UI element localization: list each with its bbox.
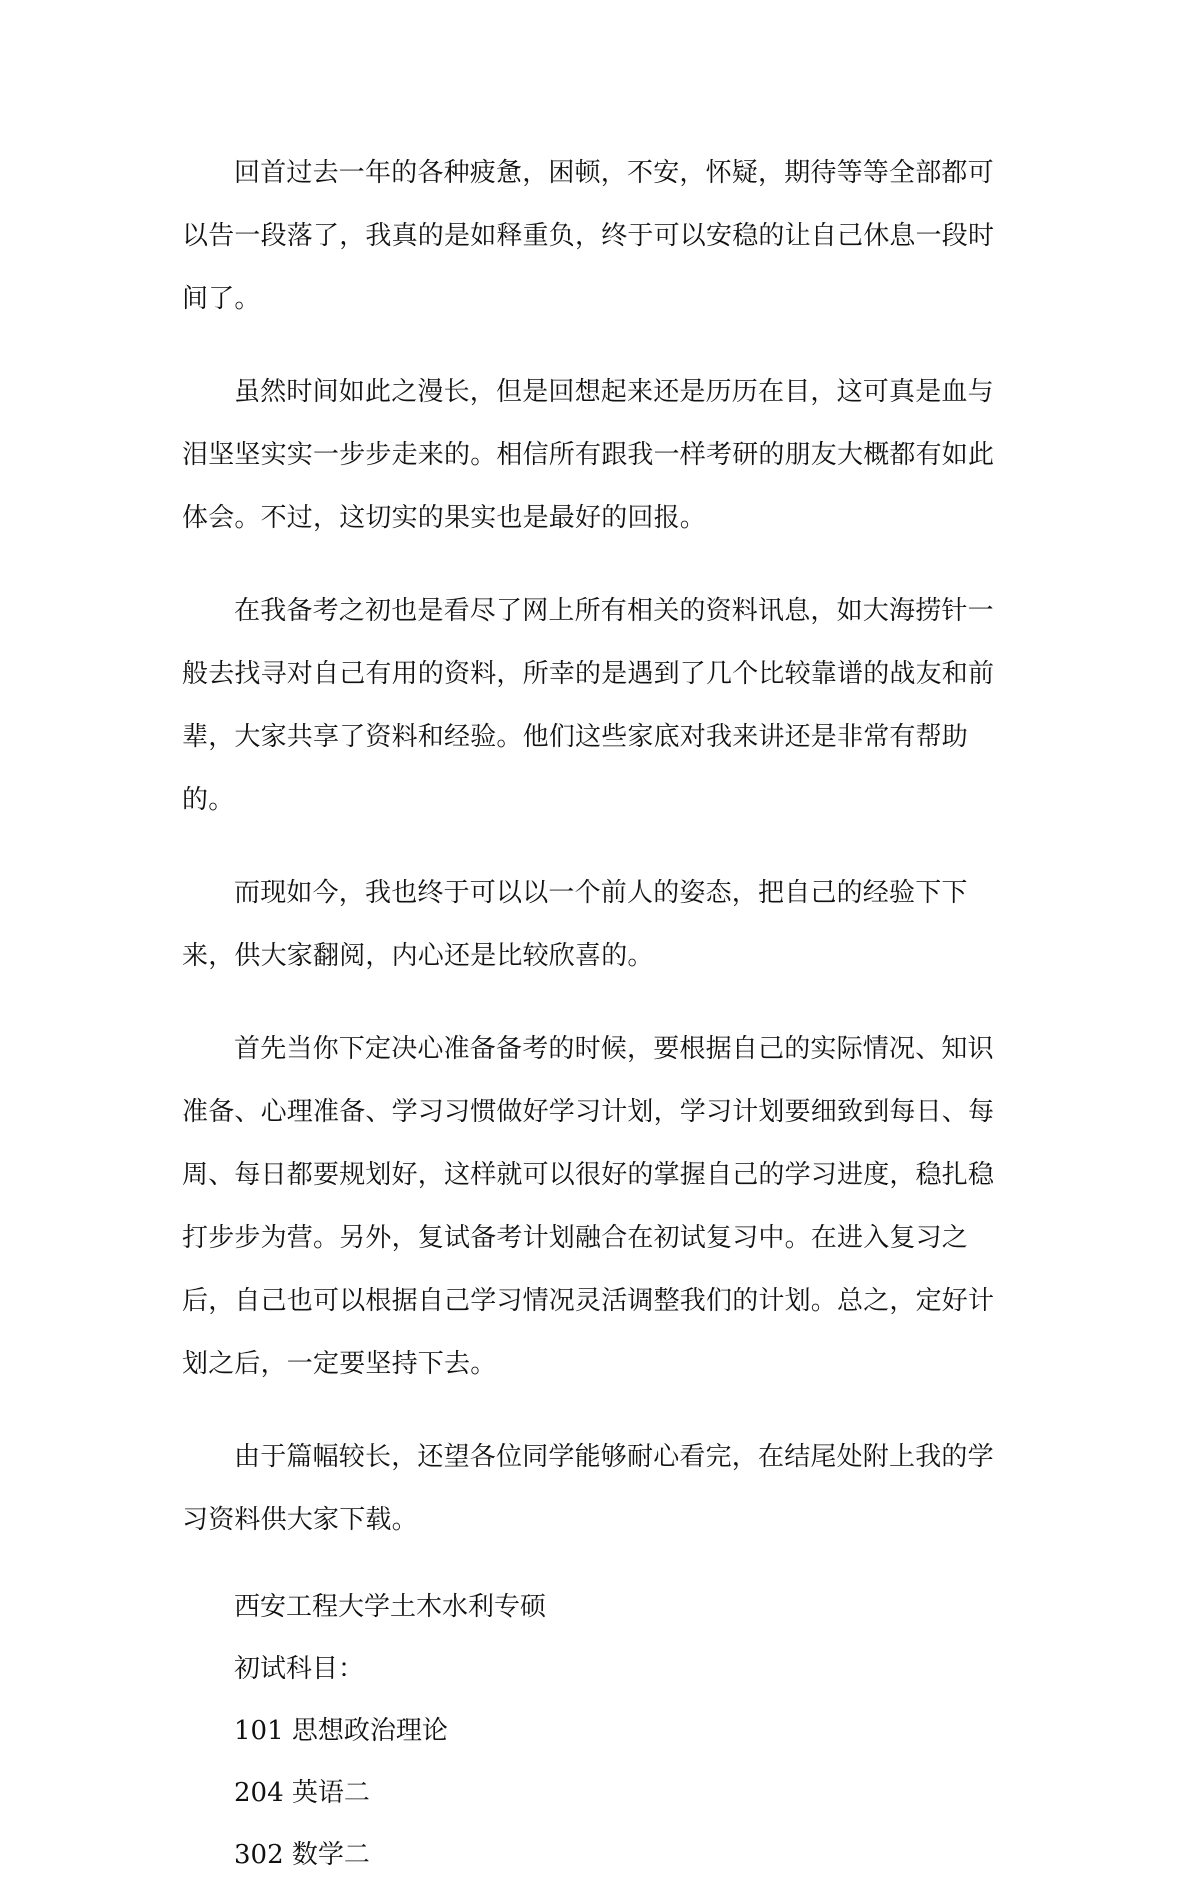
paragraph-intro: 回首过去一年的各种疲惫，困顿，不安，怀疑，期待等等全部都可以告一段落了，我真的是如释重负，终于可以安稳的让自己休息一段时间了。 xyxy=(182,158,995,314)
paragraph-planning: 首先当你下定决心准备备考的时候，要根据自己的实际情况、知识准备、心理准备、学习习惯做好学习计划，学习计划要细致到每日、每周、每日都要规划好，这样就可以很好的掌握自己的学习进度，稳扎稳打步步为营。另外，复试备考计划融合在初试复习中。在进入复习之后，自己也可以根据自己学习情况灵活调整我们的计划。总之，定好计划之后，一定要坚持下去。 xyxy=(182,1034,995,1379)
paragraph-reflection: 虽然时间如此之漫长，但是回想起来还是历历在目，这可真是血与泪坚坚实实一步步走来的。相信所有跟我一样考研的朋友大概都有如此体会。不过，这切实的果实也是最好的回报。 xyxy=(182,377,995,533)
paragraph-materials: 在我备考之初也是看尽了网上所有相关的资料讯息，如大海捞针一般去找寻对自己有用的资料，所幸的是遇到了几个比较靠谱的战友和前辈，大家共享了资料和经验。他们这些家底对我来讲还是非常有帮助的。 xyxy=(182,596,995,815)
subject-item: 302 数学二 xyxy=(234,1840,370,1870)
subject-item: 204 英语二 xyxy=(234,1778,370,1808)
paragraph-download-note: 由于篇幅较长，还望各位同学能够耐心看完，在结尾处附上我的学习资料供大家下载。 xyxy=(182,1442,994,1535)
subjects-heading: 初试科目： xyxy=(234,1654,365,1684)
subject-item: 101 思想政治理论 xyxy=(234,1716,448,1746)
program-name: 西安工程大学土木水利专硕 xyxy=(234,1592,547,1622)
paragraph-sharing: 而现如今，我也终于可以以一个前人的姿态，把自己的经验下下来，供大家翻阅，内心还是比较欣喜的。 xyxy=(182,878,968,971)
document-body xyxy=(182,142,1016,1892)
